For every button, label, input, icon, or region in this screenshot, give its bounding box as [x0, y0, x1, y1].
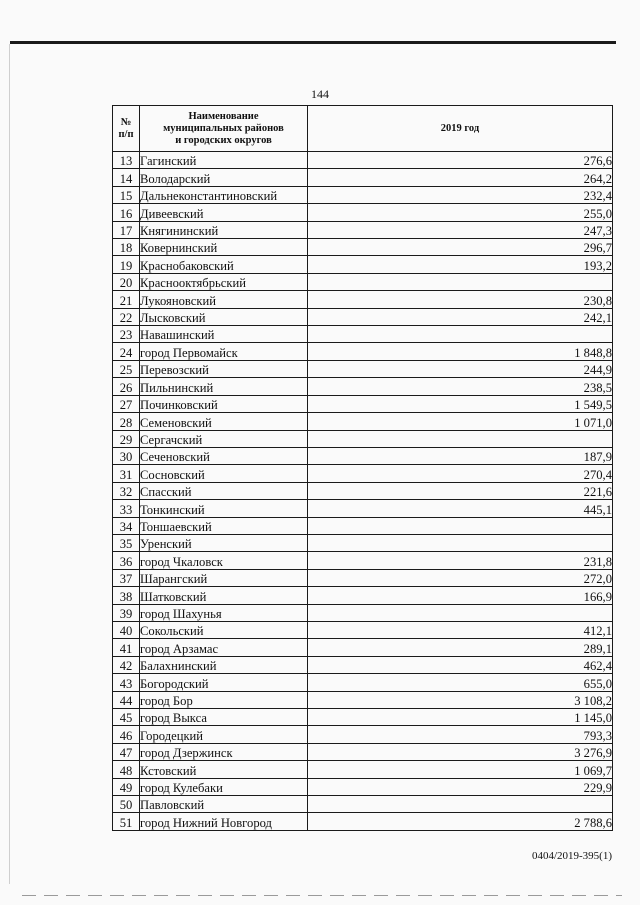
- row-value: 230,8: [308, 291, 613, 308]
- header-name-line3: и городских округов: [175, 134, 272, 146]
- table-row: [113, 761, 613, 778]
- row-value: 244,9: [308, 360, 613, 377]
- row-number: 25: [113, 360, 140, 377]
- row-name: Сокольский: [140, 621, 308, 638]
- row-name: Навашинский: [140, 326, 308, 343]
- row-number: 21: [113, 291, 140, 308]
- row-value: 272,0: [308, 569, 613, 586]
- table-row: [113, 604, 613, 621]
- row-name: город Бор: [140, 691, 308, 708]
- row-number: 36: [113, 552, 140, 569]
- row-name: Балахнинский: [140, 656, 308, 673]
- row-number: 39: [113, 604, 140, 621]
- table-row: [113, 326, 613, 343]
- row-number: 43: [113, 674, 140, 691]
- row-name: город Нижний Новгород: [140, 813, 308, 830]
- row-value: [308, 796, 613, 813]
- row-name: Дивеевский: [140, 204, 308, 221]
- row-value: [308, 517, 613, 534]
- row-number: 24: [113, 343, 140, 360]
- row-number: 20: [113, 273, 140, 290]
- row-name: Княгининский: [140, 221, 308, 238]
- table-row: [113, 656, 613, 673]
- page-number: 144: [311, 87, 329, 101]
- document-code: 0404/2019-395(1): [531, 850, 612, 862]
- row-value: 231,8: [308, 552, 613, 569]
- table-row: [113, 517, 613, 534]
- row-value: 289,1: [308, 639, 613, 656]
- row-number: 38: [113, 587, 140, 604]
- row-number: 45: [113, 709, 140, 726]
- row-value: 793,3: [308, 726, 613, 743]
- table-row: [113, 691, 613, 708]
- row-name: Богородский: [140, 674, 308, 691]
- table-row: [113, 204, 613, 221]
- row-value: [308, 430, 613, 447]
- row-number: 30: [113, 447, 140, 464]
- row-value: [308, 273, 613, 290]
- table-row: [113, 500, 613, 517]
- row-value: 3 276,9: [308, 743, 613, 760]
- row-number: 15: [113, 186, 140, 203]
- row-name: Тоншаевский: [140, 517, 308, 534]
- row-value: 238,5: [308, 378, 613, 395]
- row-value: 166,9: [308, 587, 613, 604]
- row-number: 26: [113, 378, 140, 395]
- row-name: Семеновский: [140, 413, 308, 430]
- table-row: [113, 534, 613, 551]
- table-row: [113, 552, 613, 569]
- row-name: Дальнеконстантиновский: [140, 186, 308, 203]
- row-number: 31: [113, 465, 140, 482]
- row-name: Володарский: [140, 169, 308, 186]
- header-name-line1: Наименование: [188, 110, 259, 122]
- row-value: 445,1: [308, 500, 613, 517]
- row-value: 1 071,0: [308, 413, 613, 430]
- table-row: [113, 395, 613, 412]
- row-name: Уренский: [140, 534, 308, 551]
- row-name: Перевозский: [140, 360, 308, 377]
- row-value: 221,6: [308, 482, 613, 499]
- row-number: 46: [113, 726, 140, 743]
- row-number: 48: [113, 761, 140, 778]
- table-row: [113, 186, 613, 203]
- table-row: [113, 447, 613, 464]
- table-row: [113, 726, 613, 743]
- row-number: 41: [113, 639, 140, 656]
- row-value: 1 145,0: [308, 709, 613, 726]
- table-row: [113, 221, 613, 238]
- table-row: [113, 743, 613, 760]
- table-row: [113, 308, 613, 325]
- row-name: Сосновский: [140, 465, 308, 482]
- row-number: 34: [113, 517, 140, 534]
- row-value: 276,6: [308, 152, 613, 169]
- row-name: Шатковский: [140, 587, 308, 604]
- row-name: Сеченовский: [140, 447, 308, 464]
- row-value: 270,4: [308, 465, 613, 482]
- row-value: 412,1: [308, 621, 613, 638]
- row-name: город Выкса: [140, 709, 308, 726]
- row-value: 232,4: [308, 186, 613, 203]
- row-name: Кстовский: [140, 761, 308, 778]
- row-number: 22: [113, 308, 140, 325]
- table-row: [113, 360, 613, 377]
- row-value: 1 549,5: [308, 395, 613, 412]
- row-name: Ковернинский: [140, 239, 308, 256]
- row-value: 229,9: [308, 778, 613, 795]
- header-number-line1: №: [120, 116, 132, 128]
- row-value: 247,3: [308, 221, 613, 238]
- page-edge: [9, 44, 10, 884]
- row-name: город Шахунья: [140, 604, 308, 621]
- table-row: [113, 813, 613, 830]
- table-row: [113, 778, 613, 795]
- row-number: 51: [113, 813, 140, 830]
- table-row: [113, 239, 613, 256]
- table-row: [113, 587, 613, 604]
- row-number: 47: [113, 743, 140, 760]
- row-number: 44: [113, 691, 140, 708]
- row-value: 3 108,2: [308, 691, 613, 708]
- table-row: [113, 796, 613, 813]
- row-value: 242,1: [308, 308, 613, 325]
- table-row: [113, 639, 613, 656]
- row-number: 23: [113, 326, 140, 343]
- row-name: город Дзержинск: [140, 743, 308, 760]
- table-row: [113, 152, 613, 169]
- table-row: [113, 709, 613, 726]
- row-number: 40: [113, 621, 140, 638]
- table-row: [113, 343, 613, 360]
- row-name: город Кулебаки: [140, 778, 308, 795]
- row-number: 16: [113, 204, 140, 221]
- row-number: 33: [113, 500, 140, 517]
- row-value: 1 069,7: [308, 761, 613, 778]
- row-number: 49: [113, 778, 140, 795]
- row-name: Павловский: [140, 796, 308, 813]
- row-name: Лысковский: [140, 308, 308, 325]
- row-value: 462,4: [308, 656, 613, 673]
- row-name: Шарангский: [140, 569, 308, 586]
- table-body: [113, 152, 613, 831]
- row-number: 42: [113, 656, 140, 673]
- table-row: [113, 273, 613, 290]
- row-number: 29: [113, 430, 140, 447]
- row-name: город Чкаловск: [140, 552, 308, 569]
- table-row: [113, 291, 613, 308]
- table-row: [113, 621, 613, 638]
- row-value: [308, 604, 613, 621]
- row-name: Городецкий: [140, 726, 308, 743]
- table-row: [113, 430, 613, 447]
- row-number: 50: [113, 796, 140, 813]
- table-header-row: [113, 106, 613, 152]
- row-name: Гагинский: [140, 152, 308, 169]
- bottom-dashed-rule: [22, 895, 622, 896]
- row-value: 255,0: [308, 204, 613, 221]
- row-number: 17: [113, 221, 140, 238]
- row-value: 1 848,8: [308, 343, 613, 360]
- row-name: Сергачский: [140, 430, 308, 447]
- row-number: 13: [113, 152, 140, 169]
- header-name-line2: муниципальных районов: [163, 122, 284, 134]
- row-name: Краснооктябрьский: [140, 273, 308, 290]
- row-number: 37: [113, 569, 140, 586]
- table-row: [113, 169, 613, 186]
- row-number: 14: [113, 169, 140, 186]
- row-number: 18: [113, 239, 140, 256]
- row-value: [308, 326, 613, 343]
- header-number-line2: п/п: [118, 128, 134, 140]
- row-name: Починковский: [140, 395, 308, 412]
- row-value: 193,2: [308, 256, 613, 273]
- row-name: Краснобаковский: [140, 256, 308, 273]
- row-value: 655,0: [308, 674, 613, 691]
- row-name: Спасский: [140, 482, 308, 499]
- table-row: [113, 378, 613, 395]
- row-name: город Арзамас: [140, 639, 308, 656]
- row-number: 32: [113, 482, 140, 499]
- table-row: [113, 674, 613, 691]
- row-name: Лукояновский: [140, 291, 308, 308]
- row-value: 264,2: [308, 169, 613, 186]
- header-name: [140, 106, 308, 152]
- row-number: 19: [113, 256, 140, 273]
- table-row: [113, 256, 613, 273]
- row-value: 296,7: [308, 239, 613, 256]
- table-row: [113, 465, 613, 482]
- row-value: 187,9: [308, 447, 613, 464]
- row-value: 2 788,6: [308, 813, 613, 830]
- row-name: Пильнинский: [140, 378, 308, 395]
- row-name: город Первомайск: [140, 343, 308, 360]
- table-row: [113, 482, 613, 499]
- data-table: [112, 105, 613, 831]
- header-number: [113, 106, 140, 152]
- top-rule: [10, 41, 616, 44]
- row-number: 27: [113, 395, 140, 412]
- header-year: 2019 год: [308, 106, 613, 152]
- row-number: 35: [113, 534, 140, 551]
- row-name: Тонкинский: [140, 500, 308, 517]
- row-number: 28: [113, 413, 140, 430]
- row-value: [308, 534, 613, 551]
- table-row: [113, 569, 613, 586]
- table-row: [113, 413, 613, 430]
